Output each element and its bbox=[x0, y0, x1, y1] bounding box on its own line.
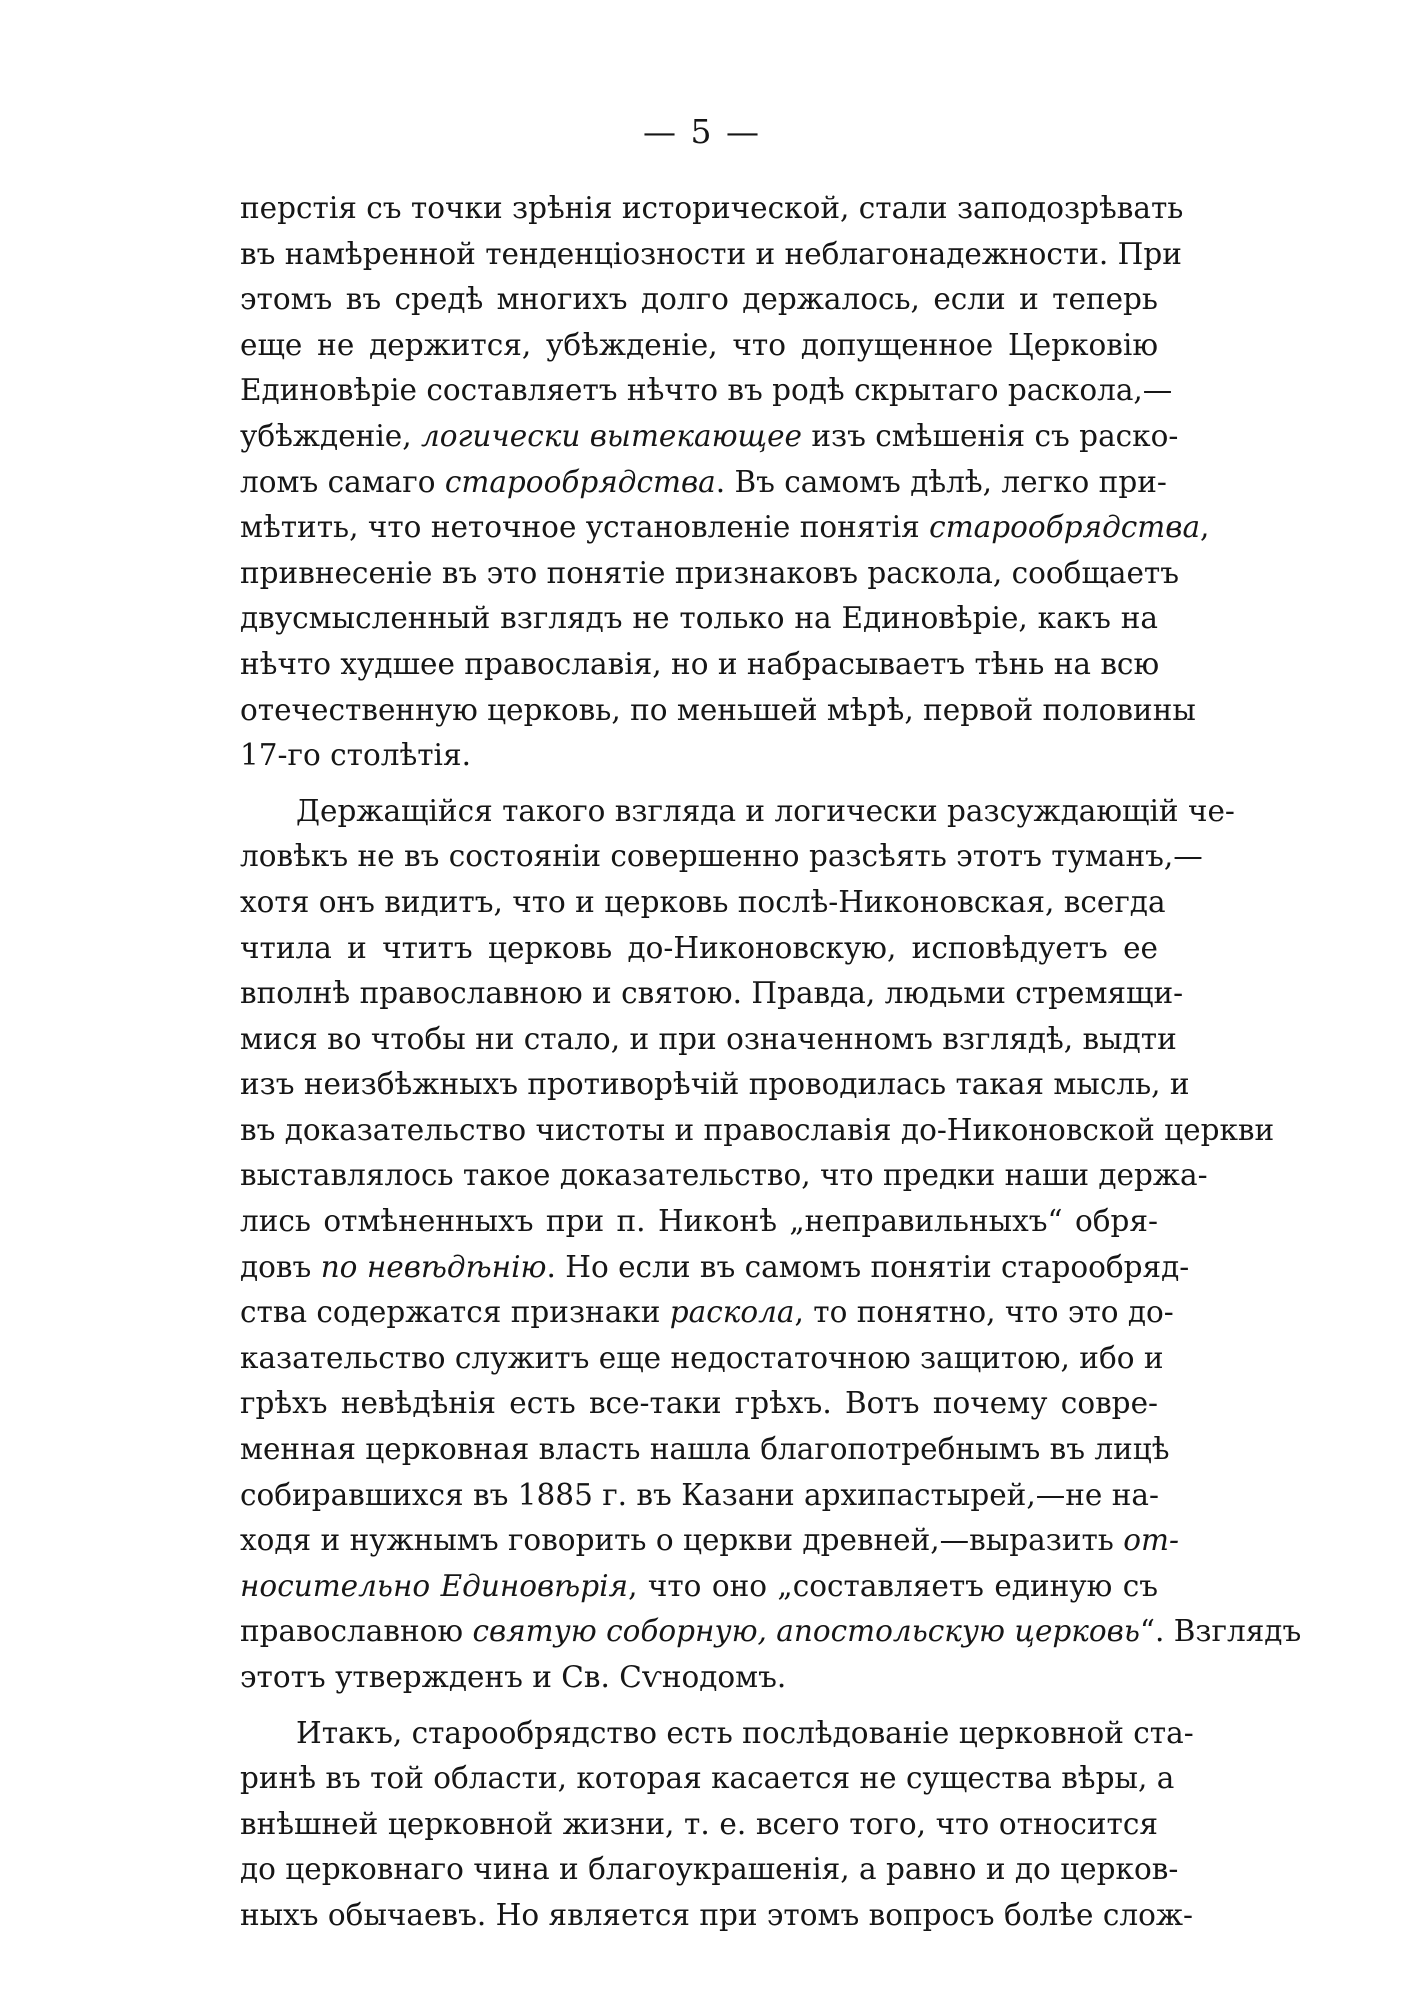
text-line: довъ по невѣдѣнію. Но если въ самомъ понятіи старообряд- bbox=[240, 1249, 1190, 1284]
text-line: лись отмѣненныхъ при п. Никонѣ „неправильныхъ“ обря- bbox=[240, 1204, 1158, 1239]
emphasis: носительно Единовѣрія bbox=[240, 1568, 629, 1603]
text-line: носительно Единовѣрія, что оно „составляетъ единую съ bbox=[240, 1568, 1158, 1603]
text-line: еще не держится, убѣжденіе, что допущенное Церковію bbox=[240, 327, 1158, 362]
body-text bbox=[240, 186, 1302, 1939]
text-line: православною святую соборную, апостольскую церковь“. Взглядъ bbox=[240, 1614, 1302, 1649]
text-line: Единовѣріе составляетъ нѣчто въ родѣ скрытаго раскола,— bbox=[240, 373, 1173, 408]
text-line: ломъ самаго старообрядства. Въ самомъ дѣлѣ, легко при- bbox=[240, 464, 1167, 499]
text-line: привнесеніе въ это понятіе признаковъ раскола, сообщаетъ bbox=[240, 555, 1180, 590]
text-line: мися во чтобы ни стало, и при означенномъ взглядѣ, выдти bbox=[240, 1021, 1177, 1056]
text-line: внѣшней церковной жизни, т. е. всего того, что относится bbox=[240, 1806, 1158, 1841]
text-line: вполнѣ православною и святою. Правда, людьми стремящи- bbox=[240, 976, 1184, 1011]
text-line: ловѣкъ не въ состояніи совершенно разсѣять этотъ туманъ,— bbox=[240, 839, 1203, 874]
text-line: въ намѣренной тенденціозности и неблагонадежности. При bbox=[240, 236, 1182, 271]
text-line: мѣтить, что неточное установленіе понятія старообрядства, bbox=[240, 510, 1210, 545]
paragraph bbox=[240, 1711, 1194, 1939]
text-line: отечественную церковь, по меньшей мѣрѣ, первой половины bbox=[240, 692, 1196, 727]
paragraph bbox=[240, 789, 1302, 1701]
emphasis: старообрядства bbox=[929, 510, 1201, 545]
text-line: грѣхъ невѣдѣнія есть все-таки грѣхъ. Вотъ почему совре- bbox=[240, 1386, 1158, 1421]
text-line: въ доказательство чистоты и православія до-Никоновской церкви bbox=[240, 1112, 1275, 1147]
text-line: изъ неизбѣжныхъ противорѣчій проводилась такая мысль, и bbox=[240, 1067, 1190, 1102]
emphasis: старообрядства bbox=[444, 464, 716, 499]
text-line: менная церковная власть нашла благопотребнымъ въ лицѣ bbox=[240, 1432, 1170, 1467]
text-line: выставлялось такое доказательство, что предки наши держа- bbox=[240, 1158, 1208, 1193]
emphasis: логически вытекающее bbox=[420, 418, 803, 453]
text-line: Держащійся такого взгляда и логически разсуждающій че- bbox=[296, 793, 1235, 828]
text-line: нѣчто худшее православія, но и набрасываетъ тѣнь на всю bbox=[240, 646, 1160, 681]
text-line: ства содержатся признаки раскола, то понятно, что это до- bbox=[240, 1295, 1174, 1330]
text-line: до церковнаго чина и благоукрашенія, а равно и до церков- bbox=[240, 1852, 1179, 1887]
paragraph-gap bbox=[240, 779, 1158, 789]
text-line: собиравшихся въ 1885 г. въ Казани архипастырей,—не на- bbox=[240, 1477, 1159, 1512]
emphasis: раскола bbox=[669, 1295, 795, 1330]
text-line: ныхъ обычаевъ. Но является при этомъ вопросъ болѣе слож- bbox=[240, 1897, 1193, 1932]
text-line: 17-го столѣтія. bbox=[240, 738, 471, 773]
emphasis: святую соборную, апостольскую церковь bbox=[472, 1614, 1140, 1649]
text-line: казательство служитъ еще недостаточною защитою, ибо и bbox=[240, 1340, 1164, 1375]
text-line: этотъ утвержденъ и Св. Сѵнодомъ. bbox=[240, 1660, 787, 1694]
emphasis: по невѣдѣнію bbox=[320, 1249, 547, 1284]
paragraph-gap bbox=[240, 1701, 1158, 1711]
text-line: убѣжденіе, логически вытекающее изъ смѣшенія съ раско- bbox=[240, 418, 1179, 453]
text-line: двусмысленный взглядъ не только на Единовѣріе, какъ на bbox=[240, 601, 1158, 636]
emphasis: от- bbox=[1123, 1523, 1179, 1558]
text-line: Итакъ, старообрядство есть послѣдованіе церковной ста- bbox=[296, 1715, 1194, 1750]
text-line: этомъ въ средѣ многихъ долго держалось, если и теперь bbox=[240, 282, 1158, 317]
text-line: хотя онъ видитъ, что и церковь послѣ-Никоновская, всегда bbox=[240, 884, 1166, 919]
text-line: ринѣ въ той области, которая касается не существа вѣры, а bbox=[240, 1761, 1175, 1796]
text-line: перстія съ точки зрѣнія исторической, стали заподозрѣвать bbox=[240, 191, 1184, 225]
text-line: ходя и нужнымъ говорить о церкви древней,—выразить от- bbox=[240, 1523, 1179, 1558]
page-number: — 5 — bbox=[643, 112, 761, 151]
paragraph bbox=[240, 186, 1210, 779]
text-line: чтила и чтитъ церковь до-Никоновскую, исповѣдуетъ ее bbox=[240, 930, 1158, 965]
